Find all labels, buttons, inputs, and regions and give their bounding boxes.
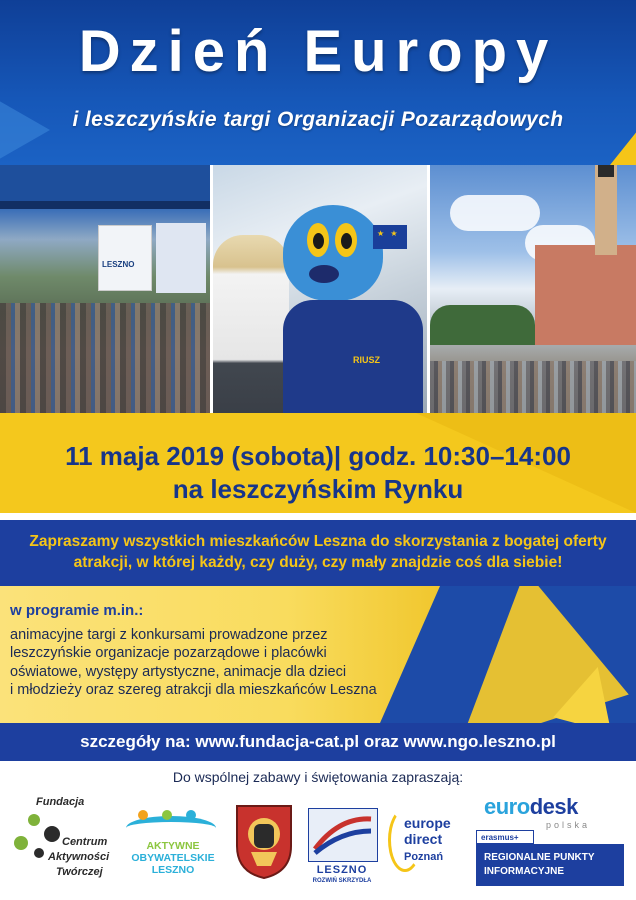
- program-line: i młodzieży oraz szereg atrakcji dla mieszkańców Leszna: [10, 682, 377, 699]
- person-dot-icon: [186, 810, 196, 820]
- leaf-icon: [28, 814, 40, 826]
- invite-text: [10, 531, 626, 573]
- photo-stage-crowd: [0, 165, 210, 413]
- aol-line-3: LESZNO: [151, 864, 195, 876]
- leszno-logo-name: LESZNO: [316, 864, 368, 876]
- stage-banner: [98, 225, 152, 291]
- eurodesk-brand-b: desk: [529, 794, 578, 819]
- eurodesk-logo: [476, 794, 632, 884]
- europe-direct-logo: [388, 808, 470, 880]
- aol-line-1: AKTYWNE: [146, 840, 200, 852]
- event-place: na leszczyńskim Rynku: [172, 474, 464, 504]
- stage-banner-secondary: [156, 223, 206, 293]
- eu-flag-icon: [373, 225, 407, 249]
- mascot-eye-left: [307, 223, 329, 257]
- page-title: Dzień Europy: [78, 19, 558, 84]
- europe-direct-line-3: Poznań: [404, 851, 444, 863]
- details-band: [0, 723, 636, 761]
- person-figure: [213, 235, 289, 413]
- regional-points-box: [476, 844, 624, 886]
- program-description: [10, 626, 410, 700]
- photo-mascot: [213, 165, 427, 413]
- cat-word-4: Twórczej: [56, 866, 103, 878]
- date-band: [0, 413, 636, 513]
- eurodesk-country: polska: [546, 820, 591, 830]
- leszno-logo-box: [308, 808, 378, 862]
- eurodesk-brand-a: euro: [484, 794, 530, 819]
- stage-beam: [0, 201, 210, 209]
- invite-band: [0, 520, 636, 586]
- crowd: [0, 303, 210, 413]
- person-dot-icon: [162, 810, 172, 820]
- stage-roof: [0, 165, 210, 201]
- cloud: [450, 195, 540, 231]
- arc-icon: [126, 816, 216, 840]
- leaf-icon: [14, 836, 28, 850]
- person-dot-icon: [138, 810, 148, 820]
- program-line: leszczyńskie organizacje pozarządowe i placówki: [10, 645, 327, 662]
- town-hall: [535, 245, 636, 345]
- program-section: [0, 586, 636, 723]
- mascot-head: [283, 205, 383, 301]
- rpi-line-2: INFORMACYJNE: [484, 866, 565, 877]
- partner-logos: [0, 790, 636, 900]
- square-crowd: [430, 361, 636, 413]
- program-heading: w programie m.in.:: [10, 602, 144, 619]
- aktywne-obywatelskie-leszno-logo: [118, 810, 228, 886]
- leszno-logo-tagline: ROZWIŃ SKRZYDŁA: [312, 878, 372, 884]
- cat-word-3: Aktywności: [48, 851, 110, 863]
- leszno-coat-of-arms-icon: [233, 802, 295, 880]
- mascot-nose: [309, 265, 339, 283]
- event-date: 11 maja 2019 (sobota)| godz. 10:30–14:00: [65, 441, 571, 471]
- europe-direct-line-1: europe: [404, 815, 451, 831]
- fundacja-cat-logo: [8, 796, 112, 886]
- aol-line-2: OBYWATELSKIE: [131, 852, 215, 864]
- details-urls: szczegóły na: www.fundacja-cat.pl oraz www.ngo.leszno.pl: [80, 732, 556, 751]
- page-subtitle: i leszczyńskie targi Organizacji Pozarządowych: [72, 108, 564, 131]
- cat-word-1: Fundacja: [36, 796, 85, 808]
- trees: [430, 305, 535, 345]
- invite-line-1: Zapraszamy wszystkich mieszkańców Leszna do skorzystania z bogatej oferty: [29, 533, 607, 550]
- leaf-icon: [34, 848, 44, 858]
- erasmus-badge: erasmus+: [476, 830, 534, 844]
- mascot-eye-right: [335, 223, 357, 257]
- tower-spire: [598, 165, 614, 177]
- invite-line-2: atrakcji, w której każdy, czy duży, czy mały znajdzie coś dla siebie!: [73, 554, 563, 571]
- program-line: animacyjne targi z konkursami prowadzone przez: [10, 627, 328, 643]
- rpi-line-1: REGIONALNE PUNKTY: [484, 852, 595, 863]
- leaf-icon: [44, 826, 60, 842]
- eurodesk-brand: [484, 794, 578, 820]
- leszno-city-logo: [308, 808, 376, 884]
- program-line: oświatowe, występy artystyczne, animacje dla dzieci: [10, 663, 347, 680]
- mascot-shirt-text: RIUSZ: [353, 355, 380, 365]
- europe-direct-line-2: direct: [404, 831, 443, 847]
- photo-strip: [0, 165, 636, 413]
- partners-label: Do wspólnej zabawy i świętowania zapraszają:: [172, 769, 464, 785]
- header: [0, 0, 636, 165]
- mascot-body: [283, 300, 423, 413]
- cat-word-2: Centrum: [62, 836, 108, 848]
- stage-banner-text: LESZNO: [102, 260, 135, 269]
- photo-town-square: [430, 165, 636, 413]
- town-hall-tower: [595, 165, 617, 255]
